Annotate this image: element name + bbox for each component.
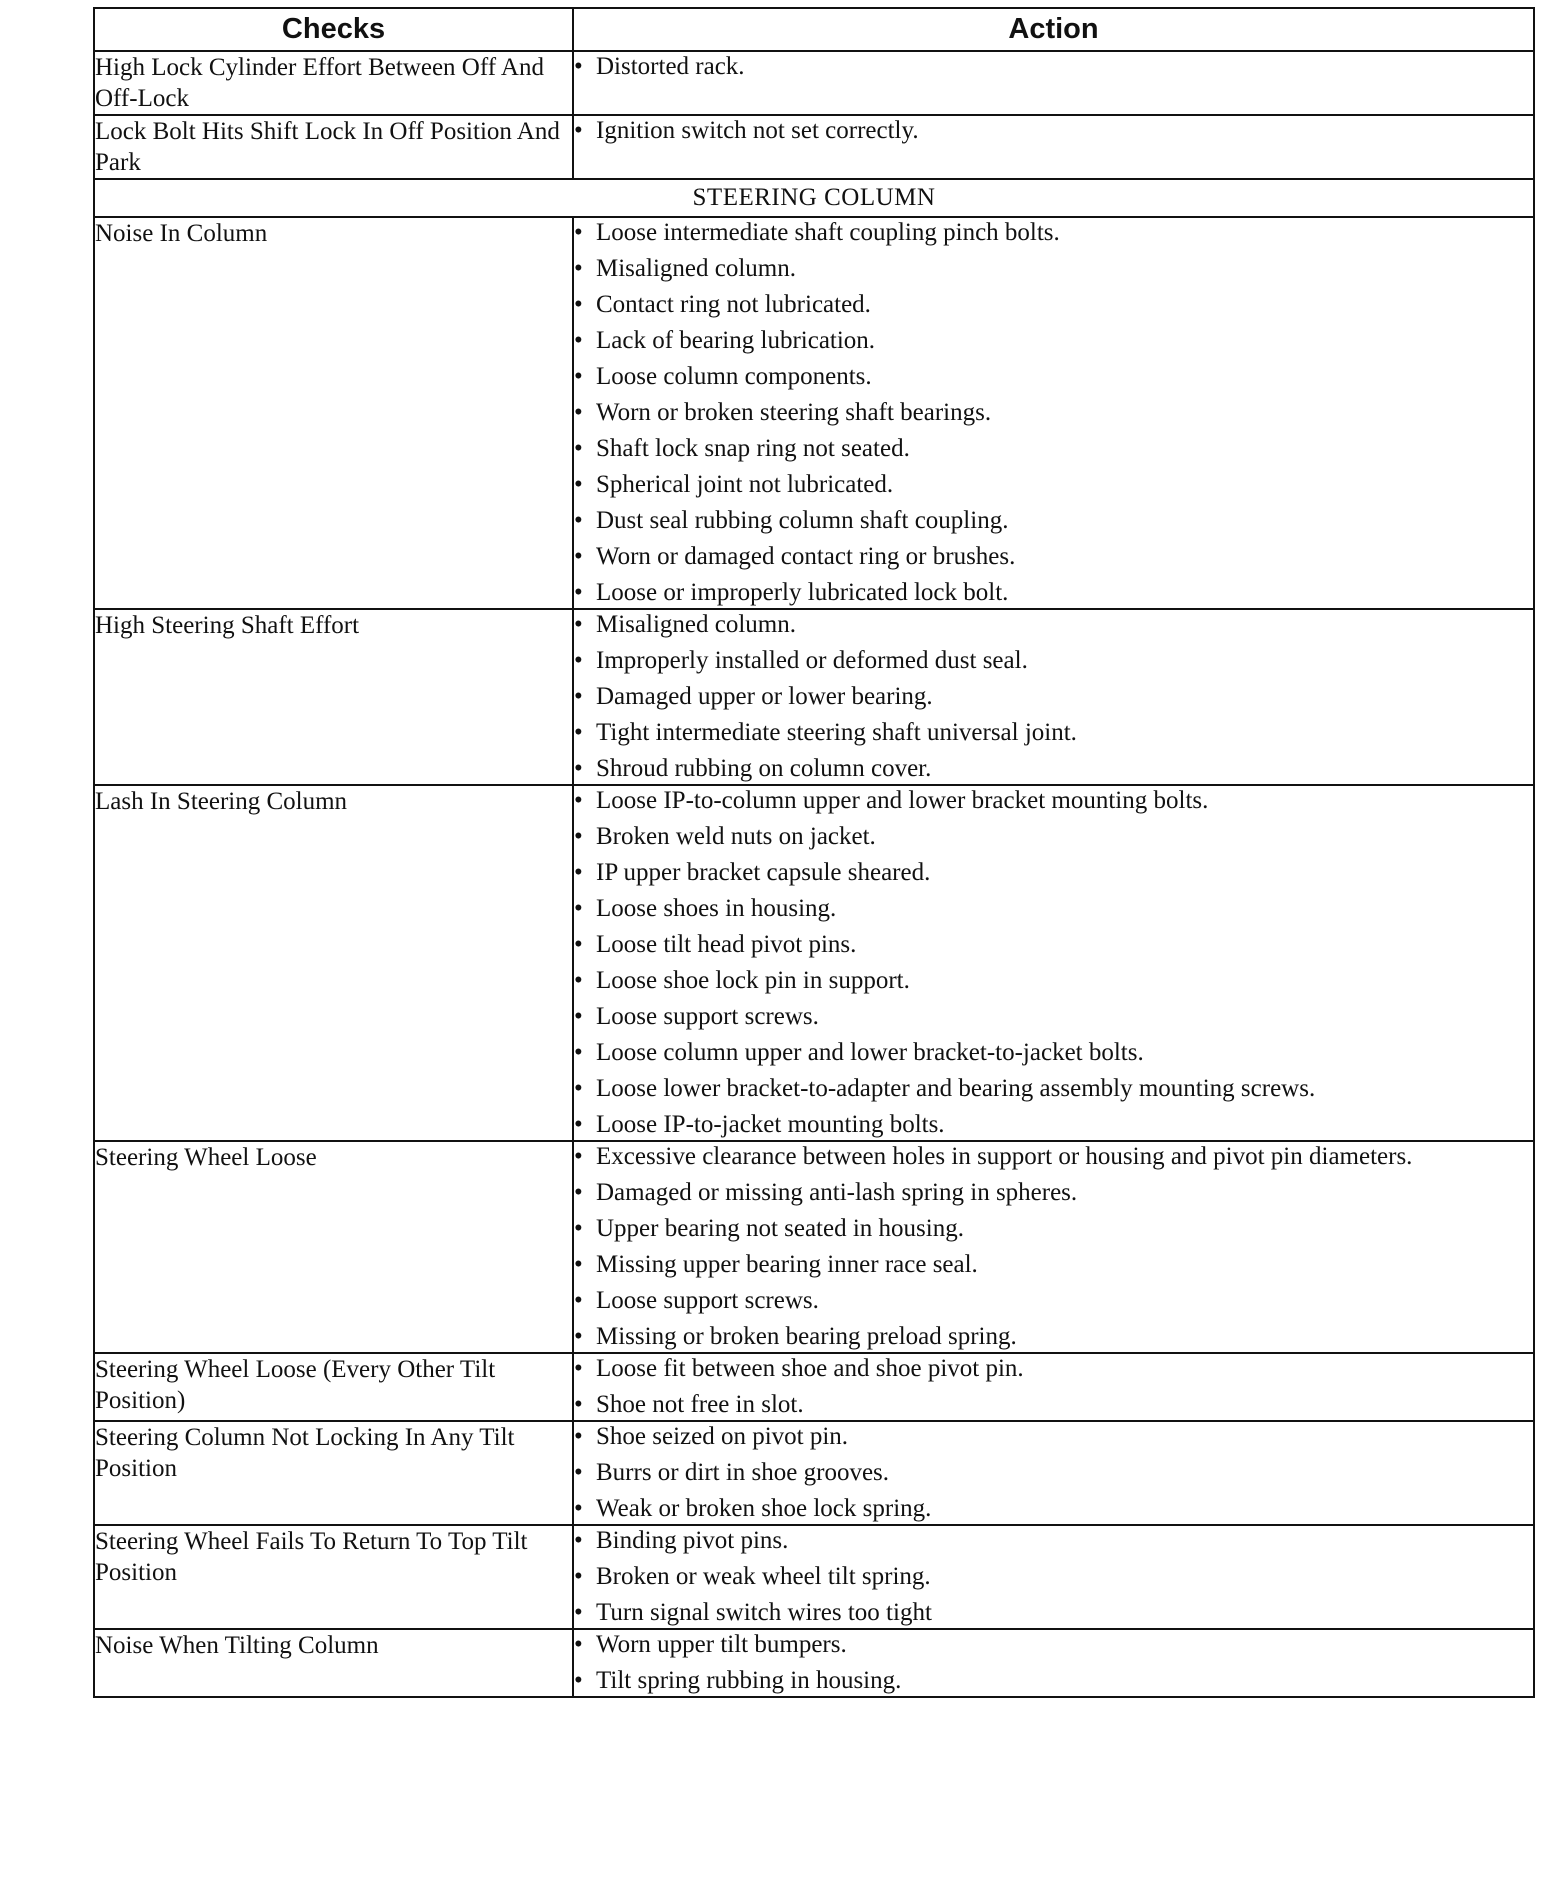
- action-item: • Shoe not free in slot.: [574, 1390, 1533, 1420]
- action-item: • Tight intermediate steering shaft universal joint.: [574, 718, 1533, 748]
- action-item: • IP upper bracket capsule sheared.: [574, 858, 1533, 888]
- action-item: • Improperly installed or deformed dust seal.: [574, 646, 1533, 676]
- action-item: • Loose or improperly lubricated lock bolt.: [574, 578, 1533, 608]
- action-item: • Ignition switch not set correctly.: [574, 116, 1533, 146]
- check-cell: Steering Wheel Loose: [94, 1141, 573, 1353]
- action-item: • Loose column upper and lower bracket-to-jacket bolts.: [574, 1038, 1533, 1068]
- action-item: • Worn or broken steering shaft bearings.: [574, 398, 1533, 428]
- action-item: • Loose IP-to-jacket mounting bolts.: [574, 1110, 1533, 1140]
- action-column-header: Action: [573, 8, 1534, 51]
- action-cell: [573, 1525, 1534, 1629]
- action-cell: [573, 1629, 1534, 1697]
- action-item: • Turn signal switch wires too tight: [574, 1598, 1533, 1628]
- table-row: [94, 1525, 1534, 1629]
- action-item: • Loose column components.: [574, 362, 1533, 392]
- table-row: [94, 785, 1534, 1141]
- action-item: • Shoe seized on pivot pin.: [574, 1422, 1533, 1452]
- action-item: • Missing or broken bearing preload spring.: [574, 1322, 1533, 1352]
- action-item: • Loose support screws.: [574, 1286, 1533, 1316]
- check-cell: Noise In Column: [94, 217, 573, 609]
- action-item: • Misaligned column.: [574, 610, 1533, 640]
- action-cell: [573, 115, 1534, 179]
- action-item: • Loose tilt head pivot pins.: [574, 930, 1533, 960]
- check-cell: Steering Wheel Loose (Every Other Tilt Position): [94, 1353, 573, 1421]
- check-cell: High Steering Shaft Effort: [94, 609, 573, 785]
- action-item: • Loose fit between shoe and shoe pivot pin.: [574, 1354, 1533, 1384]
- action-item: • Damaged upper or lower bearing.: [574, 682, 1533, 712]
- action-item: • Contact ring not lubricated.: [574, 290, 1533, 320]
- table-row: [94, 1353, 1534, 1421]
- action-list: [574, 786, 1533, 1140]
- table-row: [94, 1629, 1534, 1697]
- action-item: • Missing upper bearing inner race seal.: [574, 1250, 1533, 1280]
- action-item: • Shaft lock snap ring not seated.: [574, 434, 1533, 464]
- action-item: • Lack of bearing lubrication.: [574, 326, 1533, 356]
- action-item: • Loose shoes in housing.: [574, 894, 1533, 924]
- action-list: [574, 1142, 1533, 1352]
- action-cell: [573, 785, 1534, 1141]
- action-item: • Dust seal rubbing column shaft coupling.: [574, 506, 1533, 536]
- action-list: [574, 218, 1533, 608]
- action-cell: [573, 1421, 1534, 1525]
- action-item: • Loose support screws.: [574, 1002, 1533, 1032]
- action-list: [574, 610, 1533, 784]
- action-item: • Tilt spring rubbing in housing.: [574, 1666, 1533, 1696]
- table-header-row: [94, 8, 1534, 51]
- action-cell: [573, 1141, 1534, 1353]
- action-cell: [573, 609, 1534, 785]
- check-cell: Lash In Steering Column: [94, 785, 573, 1141]
- action-item: • Distorted rack.: [574, 52, 1533, 82]
- table-row: [94, 609, 1534, 785]
- check-cell: Steering Column Not Locking In Any Tilt Position: [94, 1421, 573, 1525]
- action-item: • Spherical joint not lubricated.: [574, 470, 1533, 500]
- action-item: • Shroud rubbing on column cover.: [574, 754, 1533, 784]
- action-item: • Loose intermediate shaft coupling pinch bolts.: [574, 218, 1533, 248]
- action-cell: [573, 51, 1534, 115]
- action-cell: [573, 1353, 1534, 1421]
- action-list: [574, 52, 1533, 82]
- table-body: [94, 51, 1534, 1697]
- action-list: [574, 116, 1533, 146]
- action-item: • Excessive clearance between holes in support or housing and pivot pin diameters.: [574, 1142, 1533, 1172]
- action-item: • Upper bearing not seated in housing.: [574, 1214, 1533, 1244]
- action-cell: [573, 217, 1534, 609]
- table-row: [94, 217, 1534, 609]
- action-list: [574, 1526, 1533, 1628]
- action-item: • Weak or broken shoe lock spring.: [574, 1494, 1533, 1524]
- action-item: • Broken or weak wheel tilt spring.: [574, 1562, 1533, 1592]
- action-item: • Loose IP-to-column upper and lower bracket mounting bolts.: [574, 786, 1533, 816]
- action-item: • Burrs or dirt in shoe grooves.: [574, 1458, 1533, 1488]
- diagnosis-table: [93, 7, 1535, 1698]
- action-list: [574, 1422, 1533, 1524]
- action-list: [574, 1630, 1533, 1696]
- checks-column-header: Checks: [94, 8, 573, 51]
- table-row: [94, 1421, 1534, 1525]
- check-cell: Lock Bolt Hits Shift Lock In Off Position And Park: [94, 115, 573, 179]
- check-cell: Steering Wheel Fails To Return To Top Tilt Position: [94, 1525, 573, 1629]
- table-row: [94, 51, 1534, 115]
- action-item: • Worn upper tilt bumpers.: [574, 1630, 1533, 1660]
- action-list: [574, 1354, 1533, 1420]
- check-cell: High Lock Cylinder Effort Between Off And Off-Lock: [94, 51, 573, 115]
- check-cell: Noise When Tilting Column: [94, 1629, 573, 1697]
- table-row: [94, 1141, 1534, 1353]
- action-item: • Damaged or missing anti-lash spring in spheres.: [574, 1178, 1533, 1208]
- section-title: STEERING COLUMN: [94, 179, 1534, 217]
- table-row: [94, 115, 1534, 179]
- action-item: • Worn or damaged contact ring or brushes.: [574, 542, 1533, 572]
- action-item: • Misaligned column.: [574, 254, 1533, 284]
- action-item: • Binding pivot pins.: [574, 1526, 1533, 1556]
- action-item: • Loose shoe lock pin in support.: [574, 966, 1533, 996]
- action-item: • Broken weld nuts on jacket.: [574, 822, 1533, 852]
- action-item: • Loose lower bracket-to-adapter and bearing assembly mounting screws.: [574, 1074, 1533, 1104]
- section-row: [94, 179, 1534, 217]
